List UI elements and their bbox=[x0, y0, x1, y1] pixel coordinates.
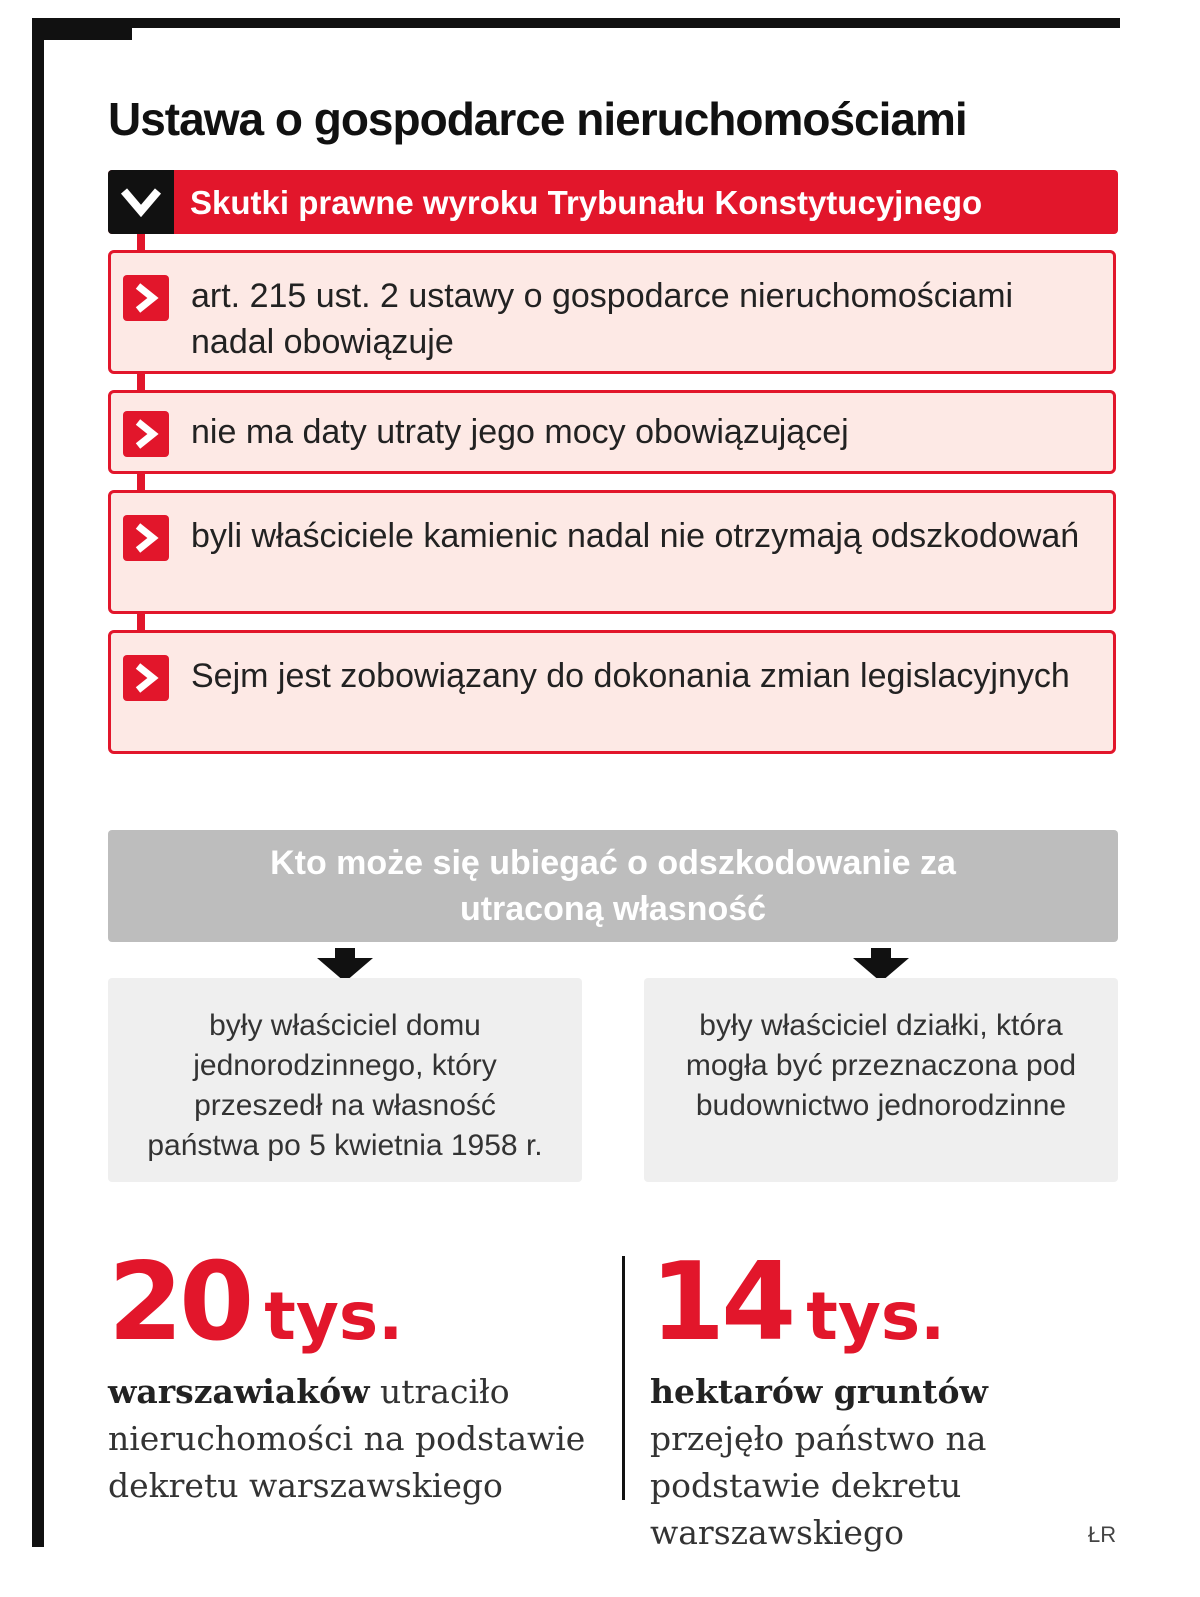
chevron-right-icon bbox=[123, 411, 169, 457]
eligibility-heading: Kto może się ubiegać o odszkodowanie za utraconą własność bbox=[270, 844, 956, 928]
effect-item bbox=[108, 490, 1116, 614]
stat-value: 20 bbox=[108, 1240, 251, 1365]
stat-value: 14 bbox=[650, 1240, 793, 1365]
eligibility-option bbox=[108, 978, 582, 1182]
effect-item bbox=[108, 630, 1116, 754]
stat-description bbox=[108, 1368, 608, 1509]
effect-item bbox=[108, 390, 1116, 474]
author-credit: ŁR bbox=[1088, 1522, 1117, 1547]
stat-subject: hektarów gruntów bbox=[650, 1372, 988, 1411]
effect-text: art. 215 ust. 2 ustawy o gospodarce nieruchomościami nadal obowiązuje bbox=[191, 277, 1014, 361]
stat-unit: tys. bbox=[806, 1278, 946, 1355]
frame-left-rule bbox=[32, 18, 44, 1547]
chevron-right-icon bbox=[123, 275, 169, 321]
stats-divider bbox=[622, 1256, 625, 1500]
frame-top-rule bbox=[32, 18, 1120, 28]
stat-rest: przejęło państwo na podstawie dekretu warszawskiego bbox=[650, 1419, 987, 1552]
arrow-down-icon bbox=[853, 948, 909, 982]
frame-corner bbox=[32, 18, 132, 40]
effect-text: byli właściciele kamienic nadal nie otrzymają odszkodowań bbox=[191, 517, 1080, 555]
effect-item bbox=[108, 250, 1116, 374]
stat-figure bbox=[650, 1240, 945, 1365]
stat-description bbox=[650, 1368, 1130, 1556]
effect-text: nie ma daty utraty jego mocy obowiązującej bbox=[191, 413, 849, 451]
effects-heading: Skutki prawne wyroku Trybunału Konstytucyjnego bbox=[190, 184, 983, 221]
chevron-down-icon bbox=[108, 170, 174, 234]
effect-text: Sejm jest zobowiązany do dokonania zmian legislacyjnych bbox=[191, 657, 1070, 695]
chevron-right-icon bbox=[123, 655, 169, 701]
stat-rest: utraciło nieruchomości na podstawie dekretu warszawskiego bbox=[108, 1372, 586, 1505]
arrow-down-icon bbox=[317, 948, 373, 982]
eligibility-option-text: były właściciel domu jednorodzinnego, który przeszedł na własność państwa po 5 kwietnia 1958 r. bbox=[147, 1009, 543, 1162]
stat-figure bbox=[108, 1240, 403, 1365]
eligibility-option-text: były właściciel działki, która mogła być przeznaczona pod budownictwo jednorodzinne bbox=[685, 1009, 1077, 1122]
chevron-right-icon bbox=[123, 515, 169, 561]
page-title: Ustawa o gospodarce nieruchomościami bbox=[108, 93, 967, 145]
stat-subject: warszawiaków bbox=[108, 1372, 370, 1411]
eligibility-header bbox=[108, 830, 1118, 942]
stat-unit: tys. bbox=[264, 1278, 404, 1355]
eligibility-option bbox=[644, 978, 1118, 1182]
